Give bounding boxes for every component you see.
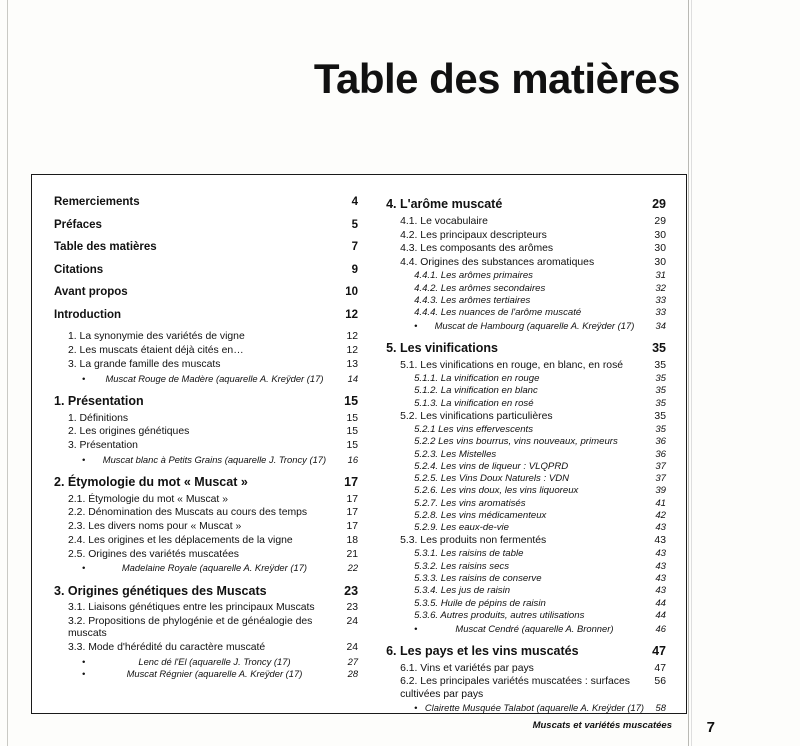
toc-entry-page: 30 <box>654 257 666 269</box>
toc-entry-page: 15 <box>346 412 359 424</box>
toc-entry[interactable] <box>386 485 666 496</box>
toc-entry[interactable] <box>54 394 358 409</box>
toc-entry-page: 30 <box>654 229 666 241</box>
table-of-contents <box>31 174 687 714</box>
toc-entry-label: 5.3.5. Huile de pépins de raisin <box>414 597 546 609</box>
toc-entry[interactable] <box>386 373 666 384</box>
toc-entry-page: 10 <box>345 286 359 299</box>
toc-entry-label: 4.3. Les composants des arômes <box>400 243 554 255</box>
toc-entry[interactable] <box>386 283 666 294</box>
toc-entry-page: 43 <box>655 573 666 585</box>
toc-entry-label: 3. Présentation <box>68 440 138 452</box>
toc-entry-label: 3.1. Liaisons génétiques entre les principaux Muscats <box>68 602 315 614</box>
toc-entry[interactable] <box>54 309 358 323</box>
page-edge-left <box>7 0 8 746</box>
toc-entry-page: 5 <box>351 218 359 231</box>
toc-entry-label: 5.2.8. Les vins médicamenteux <box>414 510 547 522</box>
toc-entry-label: 5.1.1. La vinification en rouge <box>414 373 540 385</box>
toc-entry-page: 17 <box>344 474 359 489</box>
toc-entry[interactable] <box>54 656 358 667</box>
toc-entry-page: 21 <box>346 548 359 560</box>
toc-entry[interactable] <box>386 561 666 572</box>
toc-entry-label: 2. Étymologie du mot « Muscat » <box>54 474 248 489</box>
bullet-icon: • <box>414 622 418 634</box>
toc-entry-label: 4.4.2. Les arômes secondaires <box>414 282 546 294</box>
toc-entry-label: 3. La grande famille des muscats <box>68 358 221 370</box>
toc-entry-label: 5. Les vinifications <box>386 341 498 356</box>
toc-entry-page: 29 <box>654 215 666 227</box>
toc-entry[interactable] <box>54 331 358 343</box>
toc-entry-page: 37 <box>655 460 666 472</box>
toc-entry-page: 37 <box>655 473 666 485</box>
toc-entry-page: 36 <box>655 436 666 448</box>
toc-entry[interactable] <box>54 494 358 506</box>
toc-entry[interactable] <box>54 196 358 210</box>
toc-entry[interactable] <box>54 549 358 561</box>
toc-entry[interactable] <box>54 345 358 357</box>
toc-entry-label: 5.1.3. La vinification en rosé <box>414 397 534 409</box>
toc-entry-label: 6. Les pays et les vins muscatés <box>386 643 579 658</box>
toc-entry[interactable] <box>386 522 666 533</box>
toc-entry-page: 16 <box>347 453 359 465</box>
toc-entry-label: 2.2. Dénomination des Muscats au cours des temps <box>68 507 308 519</box>
toc-entry-page: 47 <box>654 662 666 674</box>
toc-entry-page: 17 <box>346 521 359 533</box>
toc-entry-page: 12 <box>346 331 359 343</box>
toc-entry[interactable] <box>386 585 666 596</box>
toc-entry-label: 5.3.1. Les raisins de table <box>414 548 524 560</box>
toc-column-right <box>372 175 686 713</box>
toc-entry-page: 43 <box>655 585 666 597</box>
page-number: 7 <box>706 719 715 736</box>
toc-entry-page: 43 <box>655 560 666 572</box>
toc-entry-page: 28 <box>347 668 359 680</box>
toc-entry-page: 24 <box>346 616 359 628</box>
toc-entry[interactable] <box>386 610 666 621</box>
toc-entry[interactable] <box>386 436 666 447</box>
toc-entry-page: 35 <box>655 373 666 385</box>
toc-entry[interactable] <box>386 270 666 281</box>
toc-entry-page: 35 <box>655 397 666 409</box>
toc-entry[interactable] <box>54 454 358 465</box>
toc-entry-page: 33 <box>655 307 666 319</box>
toc-entry-page: 15 <box>346 426 359 438</box>
toc-entry-page: 24 <box>346 642 359 654</box>
toc-column-left <box>32 175 372 713</box>
toc-entry-label: 4.4.4. Les nuances de l'arôme muscaté <box>414 307 582 319</box>
toc-entry-label: 2.5. Origines des variétés muscatées <box>68 548 239 560</box>
toc-entry-page: 41 <box>655 497 666 509</box>
toc-entry-label: 3. Origines génétiques des Muscats <box>54 583 267 598</box>
toc-entry-label: 5.3.6. Autres produits, autres utilisations <box>414 610 585 622</box>
toc-entry-page: 56 <box>654 676 666 688</box>
toc-entry-page: 35 <box>654 359 666 371</box>
toc-entry[interactable] <box>386 230 666 242</box>
toc-entry[interactable] <box>54 642 358 654</box>
toc-entry-page: 44 <box>655 597 666 609</box>
toc-entry[interactable] <box>386 216 666 228</box>
toc-entry-page: 58 <box>655 702 666 714</box>
toc-entry-page: 18 <box>346 534 359 546</box>
toc-entry-page: 17 <box>346 507 359 519</box>
toc-entry[interactable] <box>54 616 358 641</box>
toc-entry[interactable] <box>54 668 358 679</box>
toc-entry-label: 5.2.5. Les Vins Doux Naturels : VDN <box>414 473 570 485</box>
toc-entry[interactable] <box>386 360 666 372</box>
toc-entry-page: 23 <box>344 583 359 598</box>
toc-entry-page: 35 <box>654 410 666 422</box>
toc-entry-label: Muscat Cendré (aquarelle A. Bronner) <box>455 622 614 634</box>
page-title: Table des matières <box>313 55 680 102</box>
toc-entry[interactable] <box>54 264 358 278</box>
toc-entry-page: 35 <box>655 385 666 397</box>
toc-entry-page: 34 <box>655 320 666 332</box>
toc-entry-page: 39 <box>655 485 666 497</box>
toc-entry-label: Introduction <box>54 308 122 321</box>
toc-entry-label: Muscat Régnier (aquarelle A. Kreÿder (17) <box>126 668 303 680</box>
toc-entry-label: Table des matières <box>54 241 157 254</box>
toc-entry[interactable] <box>386 295 666 306</box>
toc-entry-label: 3.2. Propositions de phylogénie et de généalogie des muscats <box>68 616 313 640</box>
toc-entry-label: 3.3. Mode d'hérédité du caractère muscaté <box>68 642 266 654</box>
toc-entry-label: 4.4.3. Les arômes tertiaires <box>414 294 531 306</box>
bullet-icon: • <box>82 668 86 680</box>
bullet-icon: • <box>82 562 86 574</box>
toc-entry-page: 32 <box>655 282 666 294</box>
toc-entry-label: Lenc dé l'El (aquarelle J. Troncy (17) <box>138 655 291 667</box>
toc-entry[interactable] <box>386 385 666 396</box>
toc-entry[interactable] <box>54 475 358 490</box>
toc-entry-page: 14 <box>347 372 359 384</box>
footer-note: Muscats et variétés muscatées <box>532 720 672 731</box>
toc-entry-page: 43 <box>655 522 666 534</box>
toc-entry-label: 5.1. Les vinifications en rouge, en blanc, en rosé <box>400 359 624 371</box>
toc-entry[interactable] <box>54 521 358 533</box>
toc-entry[interactable] <box>54 602 358 614</box>
page-edge-right <box>688 0 689 746</box>
toc-entry-label: 6.2. Les principales variétés muscatées : surfaces cultivées par pays <box>400 676 630 700</box>
toc-entry[interactable] <box>386 307 666 318</box>
toc-entry-page: 35 <box>652 341 666 356</box>
bullet-icon: • <box>414 320 418 332</box>
toc-entry[interactable] <box>386 461 666 472</box>
toc-entry[interactable] <box>386 663 666 675</box>
toc-entry[interactable] <box>386 498 666 509</box>
toc-entry[interactable] <box>386 548 666 559</box>
toc-entry-label: 5.3.4. Les jus de raisin <box>414 585 511 597</box>
toc-entry[interactable] <box>386 411 666 423</box>
toc-entry[interactable] <box>386 341 666 356</box>
toc-entry-label: Muscat Rouge de Madère (aquarelle A. Kreÿder (17) <box>105 372 324 384</box>
page-edge-right-secondary <box>691 0 692 746</box>
toc-entry-page: 27 <box>347 655 359 667</box>
toc-entry-page: 4 <box>351 196 359 208</box>
toc-entry[interactable] <box>386 598 666 609</box>
toc-entry[interactable] <box>386 573 666 584</box>
toc-entry-page: 7 <box>351 241 359 254</box>
toc-entry-label: 4.4.1. Les arômes primaires <box>414 270 533 282</box>
toc-entry-label: Citations <box>54 263 104 276</box>
toc-entry-label: 4. L'arôme muscaté <box>386 197 503 211</box>
toc-entry-label: 4.2. Les principaux descripteurs <box>400 229 547 241</box>
toc-entry-label: 4.1. Le vocabulaire <box>400 215 488 227</box>
bullet-icon: • <box>82 655 86 667</box>
toc-entry[interactable] <box>386 424 666 435</box>
toc-entry[interactable] <box>386 623 666 634</box>
toc-entry[interactable] <box>54 413 358 425</box>
toc-entry[interactable] <box>54 219 358 233</box>
toc-entry[interactable] <box>386 398 666 409</box>
toc-entry-label: 2. Les origines génétiques <box>68 426 190 438</box>
toc-entry-label: 2.4. Les origines et les déplacements de la vigne <box>68 534 293 546</box>
toc-entry-page: 36 <box>655 448 666 460</box>
toc-entry[interactable] <box>386 473 666 484</box>
toc-entry[interactable] <box>386 644 666 659</box>
toc-entry-label: Remerciements <box>54 196 140 208</box>
toc-entry-page: 44 <box>655 610 666 622</box>
toc-entry-label: Préfaces <box>54 218 102 231</box>
bullet-icon: • <box>82 453 86 465</box>
toc-entry-label: 1. La synonymie des variétés de vigne <box>68 331 245 343</box>
toc-entry-label: 5.2.2 Les vins bourrus, vins nouveaux, primeurs <box>414 436 618 448</box>
toc-entry[interactable] <box>54 440 358 452</box>
toc-entry-page: 30 <box>654 243 666 255</box>
toc-entry-page: 12 <box>345 308 359 321</box>
toc-entry[interactable] <box>386 449 666 460</box>
toc-entry[interactable] <box>54 286 358 300</box>
toc-entry-label: 1. Présentation <box>54 393 144 408</box>
bullet-icon: • <box>414 702 418 714</box>
toc-entry[interactable] <box>54 584 358 599</box>
toc-entry[interactable] <box>54 426 358 438</box>
toc-entry-label: 5.3.3. Les raisins de conserve <box>414 573 542 585</box>
toc-entry-label: Muscat de Hambourg (aquarelle A. Kreÿder (17) <box>434 320 635 332</box>
toc-entry-page: 47 <box>652 643 666 658</box>
toc-entry[interactable] <box>54 507 358 519</box>
toc-entry-page: 43 <box>655 548 666 560</box>
toc-entry-label: 5.3.2. Les raisins secs <box>414 560 509 572</box>
toc-entry-page: 23 <box>346 602 359 614</box>
toc-entry-label: 5.2.9. Les eaux-de-vie <box>414 522 510 534</box>
toc-entry-label: 1. Définitions <box>68 412 129 424</box>
toc-entry-label: Clairette Musquée Talabot (aquarelle A. Kreÿder (17) <box>424 702 645 714</box>
toc-entry-label: Avant propos <box>54 286 128 299</box>
toc-entry-page: 31 <box>655 270 666 282</box>
bullet-icon: • <box>82 372 86 384</box>
toc-entry-page: 15 <box>344 393 359 408</box>
toc-entry-page: 9 <box>351 263 359 276</box>
toc-entry-page: 17 <box>346 493 359 505</box>
toc-entry[interactable] <box>386 510 666 521</box>
toc-entry[interactable] <box>386 197 666 212</box>
toc-entry-label: 5.2. Les vinifications particulières <box>400 410 553 422</box>
toc-entry[interactable] <box>54 359 358 371</box>
toc-entry-label: 5.2.7. Les vins aromatisés <box>414 497 526 509</box>
toc-entry-page: 42 <box>655 510 666 522</box>
toc-entry-page: 12 <box>346 345 359 357</box>
toc-entry[interactable] <box>54 241 358 255</box>
toc-entry-label: 5.1.2. La vinification en blanc <box>414 385 538 397</box>
toc-entry-label: 6.1. Vins et variétés par pays <box>400 662 534 674</box>
toc-entry-label: Muscat blanc à Petits Grains (aquarelle J. Troncy (17) <box>102 453 327 465</box>
toc-entry[interactable] <box>386 243 666 255</box>
toc-entry-page: 13 <box>346 358 359 370</box>
toc-entry[interactable] <box>386 257 666 269</box>
toc-entry[interactable] <box>54 562 358 573</box>
toc-entry-label: 5.2.1 Les vins effervescents <box>414 423 533 435</box>
toc-entry[interactable] <box>386 702 666 713</box>
toc-entry[interactable] <box>386 676 666 701</box>
toc-entry-page: 46 <box>655 622 666 634</box>
toc-entry-label: 2. Les muscats étaient déjà cités en… <box>68 345 244 357</box>
toc-entry-label: 5.3. Les produits non fermentés <box>400 535 547 547</box>
toc-entry-page: 22 <box>347 562 359 574</box>
toc-entry[interactable] <box>386 535 666 547</box>
toc-entry-label: 2.1. Étymologie du mot « Muscat » <box>68 493 228 505</box>
toc-entry-label: Madelaine Royale (aquarelle A. Kreÿder (17) <box>121 562 308 574</box>
toc-entry-page: 33 <box>655 294 666 306</box>
toc-entry-page: 29 <box>652 197 666 211</box>
toc-entry-page: 43 <box>654 535 666 547</box>
toc-entry-page: 15 <box>346 440 359 452</box>
toc-entry-label: 4.4. Origines des substances aromatiques <box>400 257 595 269</box>
toc-entry[interactable] <box>386 320 666 331</box>
toc-entry[interactable] <box>54 373 358 384</box>
toc-entry-page: 35 <box>655 423 666 435</box>
toc-entry-label: 5.2.3. Les Mistelles <box>414 448 497 460</box>
toc-entry-label: 2.3. Les divers noms pour « Muscat » <box>68 521 242 533</box>
toc-entry-label: 5.2.4. Les vins de liqueur : VLQPRD <box>414 460 569 472</box>
toc-entry[interactable] <box>54 535 358 547</box>
toc-entry-label: 5.2.6. Les vins doux, les vins liquoreux <box>414 485 579 497</box>
